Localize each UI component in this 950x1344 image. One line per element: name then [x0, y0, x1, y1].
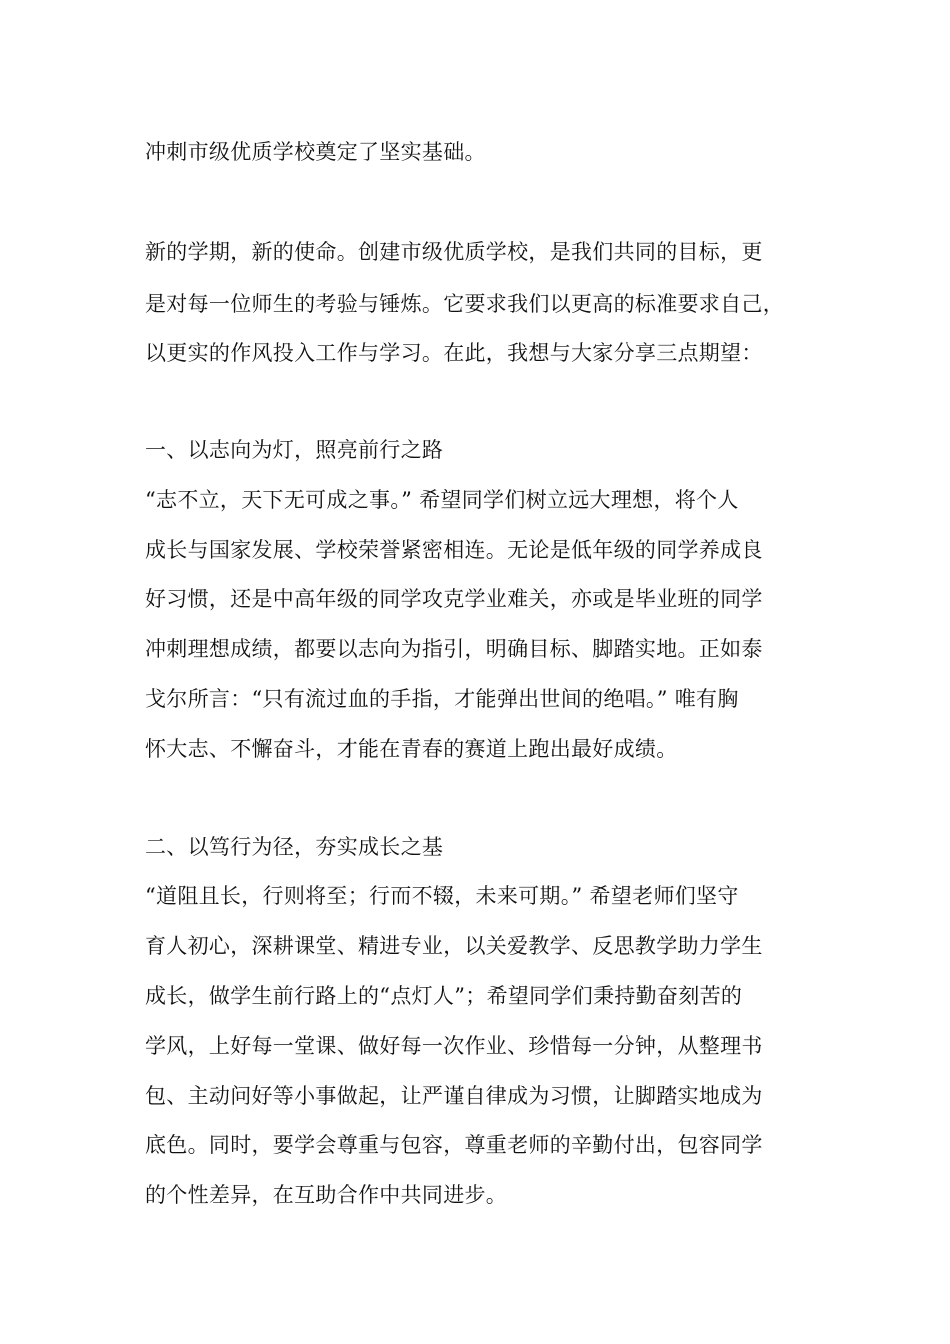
paragraph-line: “道阻且长，行则将至；行而不辍，未来可期。” 希望老师们坚守 — [145, 884, 739, 908]
paragraph-line: 底色。同时，要学会尊重与包容，尊重老师的辛勤付出，包容同学 — [145, 1133, 763, 1157]
paragraph-line: 成长与国家发展、学校荣誉紧密相连。无论是低年级的同学养成良 — [145, 538, 763, 562]
paragraph-line: 冲刺理想成绩，都要以志向为指引，明确目标、脚踏实地。正如泰 — [145, 637, 763, 661]
paragraph-line: 新的学期，新的使命。创建市级优质学校，是我们共同的目标，更 — [145, 240, 763, 264]
paragraph-line: 成长，做学生前行路上的“点灯人”；希望同学们秉持勤奋刻苦的 — [145, 984, 743, 1008]
paragraph-line: 包、主动问好等小事做起，让严谨自律成为习惯，让脚踏实地成为 — [145, 1084, 763, 1108]
paragraph-line: 戈尔所言：“只有流过血的手指，才能弹出世间的绝唱。” 唯有胸 — [145, 687, 739, 711]
paragraph-line: 以更实的作风投入工作与学习。在此，我想与大家分享三点期望： — [145, 341, 763, 365]
section-heading: 二、以笃行为径，夯实成长之基 — [145, 835, 444, 859]
section-heading: 一、以志向为灯，照亮前行之路 — [145, 438, 444, 462]
paragraph-line: “志不立，天下无可成之事。” 希望同学们树立远大理想，将个人 — [145, 488, 739, 512]
paragraph-line: 育人初心，深耕课堂、精进专业，以关爱教学、反思教学助力学生 — [145, 934, 763, 958]
paragraph-line: 的个性差异，在互助合作中共同进步。 — [145, 1183, 508, 1207]
paragraph-line: 冲刺市级优质学校奠定了坚实基础。 — [145, 140, 486, 164]
paragraph-line: 好习惯，还是中高年级的同学攻克学业难关，亦或是毕业班的同学 — [145, 587, 763, 611]
paragraph-line: 是对每一位师生的考验与锤炼。它要求我们以更高的标准要求自己， — [145, 292, 784, 316]
paragraph-line: 学风，上好每一堂课、做好每一次作业、珍惜每一分钟，从整理书 — [145, 1034, 763, 1058]
paragraph-line: 怀大志、不懈奋斗，才能在青春的赛道上跑出最好成绩。 — [145, 737, 678, 761]
